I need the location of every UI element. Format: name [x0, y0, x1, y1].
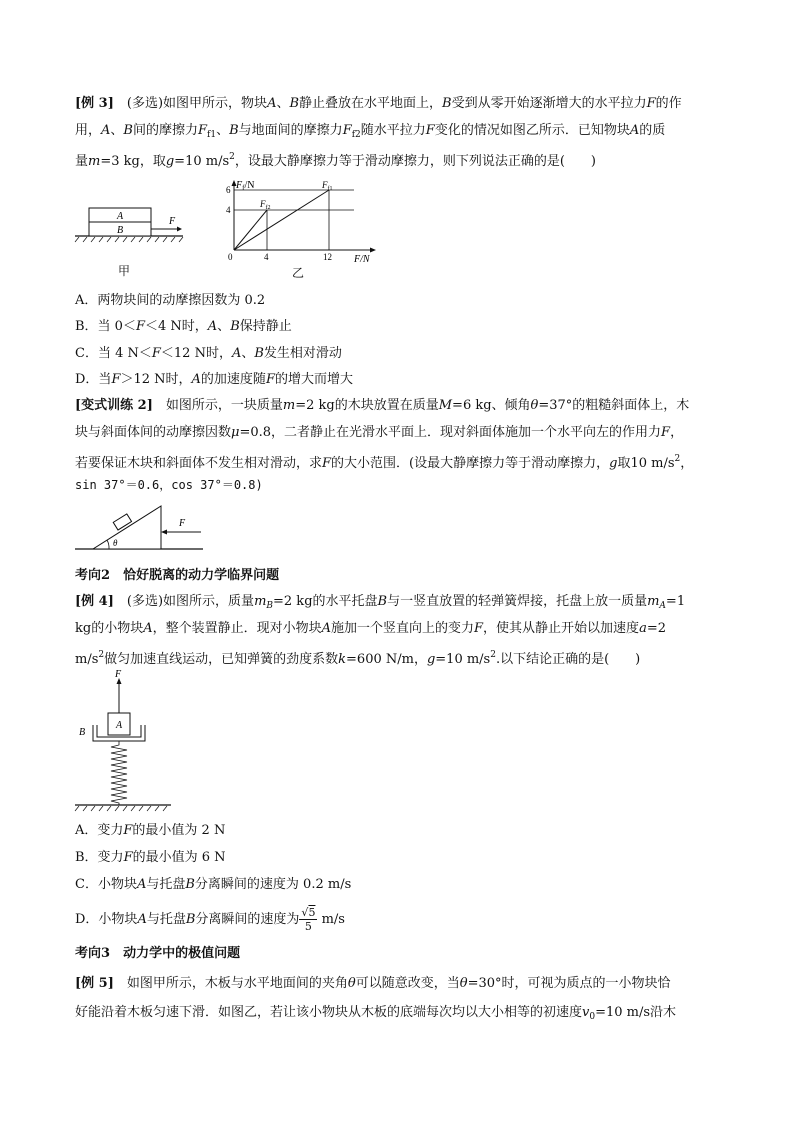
section-3-heading: 考向3 动力学中的极值问题 — [75, 946, 241, 961]
ex3-line-1: [例 3] (多选)如图甲所示，物块A、B静止叠放在水平地面上，B受到从零开始逐渐增大的水平拉力F的作 — [75, 96, 682, 111]
figure-yi-graph — [222, 180, 382, 265]
ex4-option-c: C．小物块A与托盘B分离瞬间的速度为 0.2 m/s — [75, 877, 352, 892]
y-tick-4: 4 — [226, 205, 231, 215]
x-tick-4: 4 — [264, 252, 269, 262]
x-axis-label: F/N — [354, 254, 370, 265]
incline-wedge — [93, 506, 161, 549]
block-a-label: A — [115, 720, 123, 731]
force-f-label: F — [179, 518, 186, 529]
var2-line-1: [变式训练 2] 如图所示，一块质量m=2 kg的木块放置在质量M=6 kg、倾角θ=37°的粗糙斜面体上，木 — [75, 398, 690, 413]
ex3-line-2: 用，A、B间的摩擦力$F_{f1}$、B与地面间的摩擦力$F_{f2}$随水平拉力F变化的情况如图乙所示．已知物块A的质 — [75, 123, 666, 140]
ex5-line-1: [例 5] 如图甲所示，木板与水平地面间的夹角θ可以随意改变，当θ=30°时，可视为质点的一小物块恰 — [75, 976, 671, 991]
line-ff2-rise — [234, 210, 267, 250]
ex3-line-3: 量m=3 kg，取g=10 $m/s^2$，设最大静摩擦力等于滑动摩擦力，则下列说法正确的是( ) — [75, 152, 597, 169]
var2-line-2: 块与斜面体间的动摩擦因数μ=0.8，二者静止在光滑水平面上．现对斜面体施加一个水平向左的作用力F， — [75, 425, 684, 440]
figure-incline — [75, 500, 205, 555]
sqrt5-over-5: $\frac{√5}{5}$ — [301, 906, 316, 933]
ex5-line-2: 好能沿着木板匀速下滑．如图乙，若让该小物块从木板的底端每次均以大小相等的初速度$v_0=10$ m/s沿木 — [75, 1005, 677, 1022]
theta-label: θ — [113, 538, 118, 548]
ex4-option-d: D．小物块A与托盘B分离瞬间的速度为 $\frac{√5}{5}$ m/s — [75, 906, 345, 933]
line-ff1-rise — [234, 190, 329, 250]
y-tick-6: 6 — [226, 185, 231, 195]
ex3-option-c: C．当 4 N＜F＜12 N时，A、B发生相对滑动 — [75, 346, 342, 361]
force-f-label: F — [115, 669, 122, 680]
figure-spring-tray — [75, 669, 175, 815]
spring — [111, 741, 127, 805]
ex3-option-a: A．两物块间的动摩擦因数为 0.2 — [75, 293, 266, 308]
ex4-option-a: A．变力F的最小值为 2 N — [75, 823, 226, 838]
var2-line-4: sin 37°＝0.6，cos 37°＝0.8) — [75, 478, 263, 492]
ex3-option-d: D．当F＞12 N时，A的加速度随F的增大而增大 — [75, 372, 353, 387]
section-2-heading: 考向2 恰好脱离的动力学临界问题 — [75, 568, 280, 583]
figure-jia — [75, 200, 185, 245]
ex4-option-b: B．变力F的最小值为 6 N — [75, 850, 226, 865]
caption-yi: 乙 — [292, 266, 305, 280]
ex4-line-3: $m/s^2$做匀加速直线运动，已知弹簧的劲度系数k=600 N/m，g=10 $m/s^2$.以下结论正确的是( ) — [75, 650, 641, 667]
x-tick-12: 12 — [323, 252, 332, 262]
block-b-label: B — [116, 225, 124, 236]
label-ff2: $F_{f2}$ — [260, 199, 271, 211]
block-a-label: A — [116, 211, 124, 222]
caption-jia: 甲 — [118, 264, 131, 278]
ex3-option-b: B．当 0＜F＜4 N时，A、B保持静止 — [75, 319, 292, 334]
origin-label: 0 — [228, 252, 233, 262]
ex4-line-1: [例 4] (多选)如图所示，质量$m_B=2$ kg的水平托盘B与一竖直放置的轻弹簧焊接，托盘上放一质量$m_A=1$ — [75, 594, 686, 611]
y-axis-label: $F_f/N$ — [236, 180, 255, 192]
tray-b-label: B — [79, 727, 86, 738]
label-ff1: $F_{f1}$ — [322, 180, 333, 192]
force-f-label: F — [169, 216, 176, 227]
ex4-line-2: kg的小物块A，整个装置静止．现对小物块A施加一个竖直向上的变力F，使其从静止开始以加速度a=2 — [75, 621, 666, 636]
var2-line-3: 若要保证木块和斜面体不发生相对滑动，求F的大小范围．(设最大静摩擦力等于滑动摩擦力，g取10 $m/s^2$， — [75, 454, 694, 471]
